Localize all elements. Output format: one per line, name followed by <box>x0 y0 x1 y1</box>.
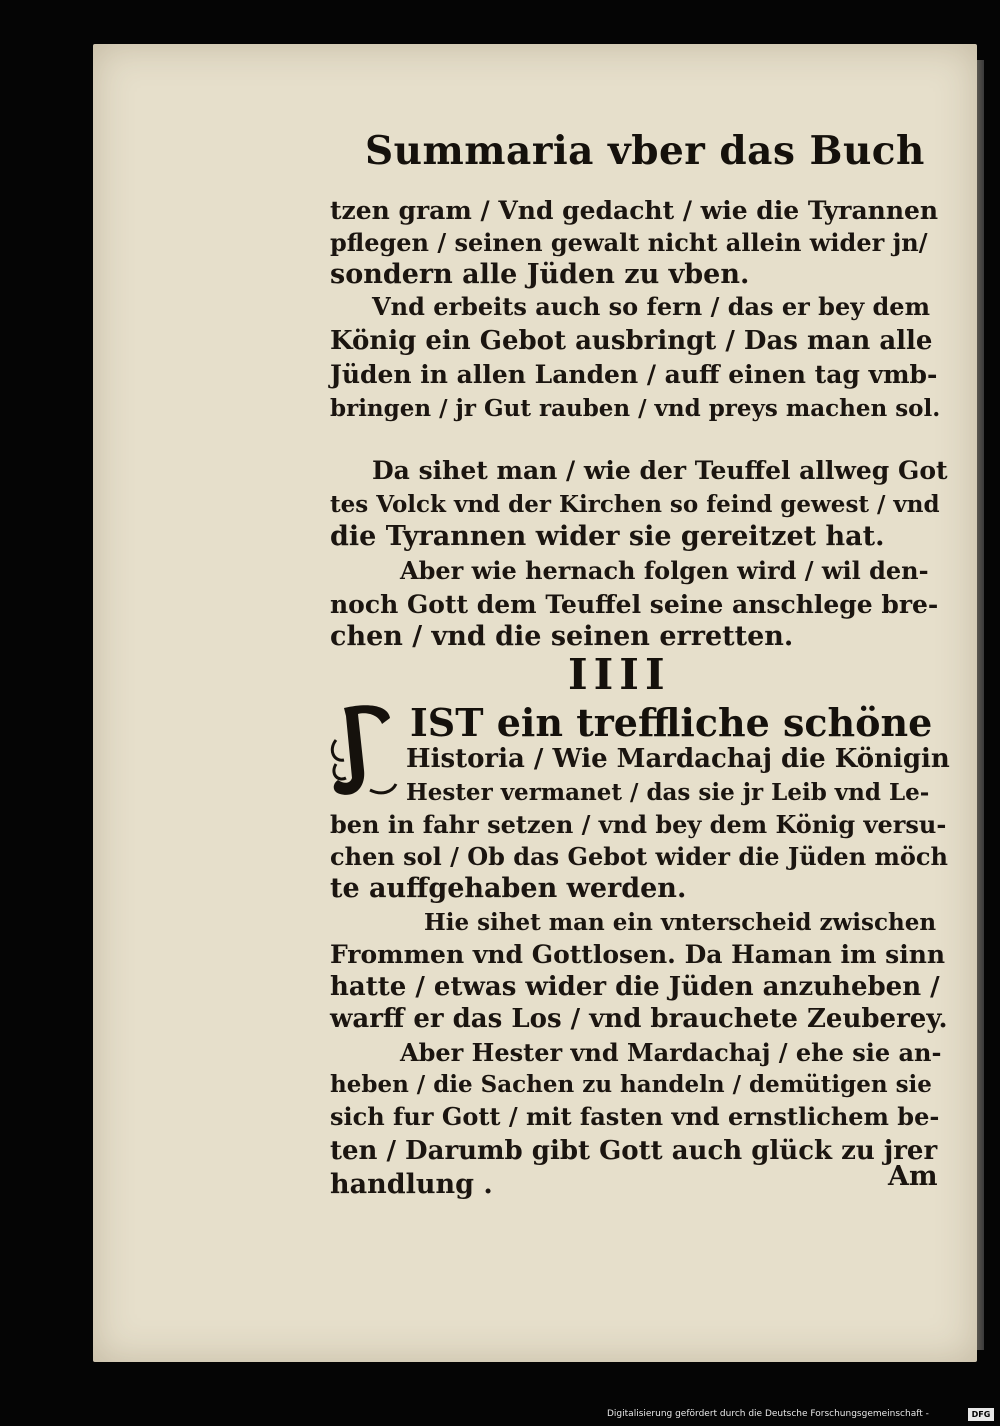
text-line: chen sol / Ob das Gebot wider die Jüden möch <box>330 842 948 871</box>
text-line: chen / vnd die seinen erretten. <box>330 621 794 652</box>
text-line: König ein Gebot ausbringt / Das man alle <box>330 326 933 356</box>
text-line: pflegen / seinen gewalt nicht allein wider jn/ <box>330 228 928 257</box>
text-line: tzen gram / Vnd gedacht / wie die Tyrannen <box>330 196 939 225</box>
text-line: Jüden in allen Landen / auff einen tag vmb- <box>330 360 938 389</box>
digitization-credit: Digitalisierung gefördert durch die Deutsche Forschungsgemeinschaft - <box>607 1409 929 1419</box>
text-line: Historia / Wie Mardachaj die Königin <box>406 744 950 774</box>
text-line: Frommen vnd Gottlosen. Da Haman im sinn <box>330 940 946 969</box>
text-line: sich fur Gott / mit fasten vnd ernstlichem be- <box>330 1102 940 1131</box>
catchword: Am <box>888 1161 938 1192</box>
chapter-heading: IST ein treffliche schöne <box>410 700 933 745</box>
chapter-number: IIII <box>568 650 671 699</box>
text-line: sondern alle Jüden zu vben. <box>330 259 750 290</box>
text-line: bringen / jr Gut rauben / vnd preys machen sol. <box>330 395 941 422</box>
decorated-initial <box>330 700 398 802</box>
text-line: te auffgehaben werden. <box>330 873 687 904</box>
text-line: Hie sihet man ein vnterscheid zwischen <box>424 909 937 936</box>
text-line: Vnd erbeits auch so fern / das er bey dem <box>372 292 930 321</box>
text-line: hatte / etwas wider die Jüden anzuheben / <box>330 972 940 1002</box>
text-line: ten / Darumb gibt Gott auch glück zu jrer <box>330 1136 938 1166</box>
text-line: warff er das Los / vnd brauchete Zeuberey. <box>330 1004 948 1034</box>
text-line: heben / die Sachen zu handeln / demütigen sie <box>330 1071 932 1098</box>
text-line: Aber Hester vnd Mardachaj / ehe sie an- <box>400 1038 942 1067</box>
text-line: Da sihet man / wie der Teuffel allweg Got <box>372 456 948 485</box>
text-line: handlung . <box>330 1169 493 1200</box>
dfg-logo: DFG <box>968 1408 994 1421</box>
text-line: die Tyrannen wider sie gereitzet hat. <box>330 521 885 552</box>
text-line: noch Gott dem Teuffel seine anschlege bre- <box>330 590 939 619</box>
text-line: tes Volck vnd der Kirchen so feind gewest / vnd <box>330 491 940 518</box>
text-line: Hester vermanet / das sie jr Leib vnd Le- <box>406 779 930 806</box>
text-line: ben in fahr setzen / vnd bey dem König versu- <box>330 810 947 839</box>
running-head: Summaria vber das Buch <box>365 128 925 174</box>
text-line: Aber wie hernach folgen wird / wil den- <box>400 556 929 585</box>
